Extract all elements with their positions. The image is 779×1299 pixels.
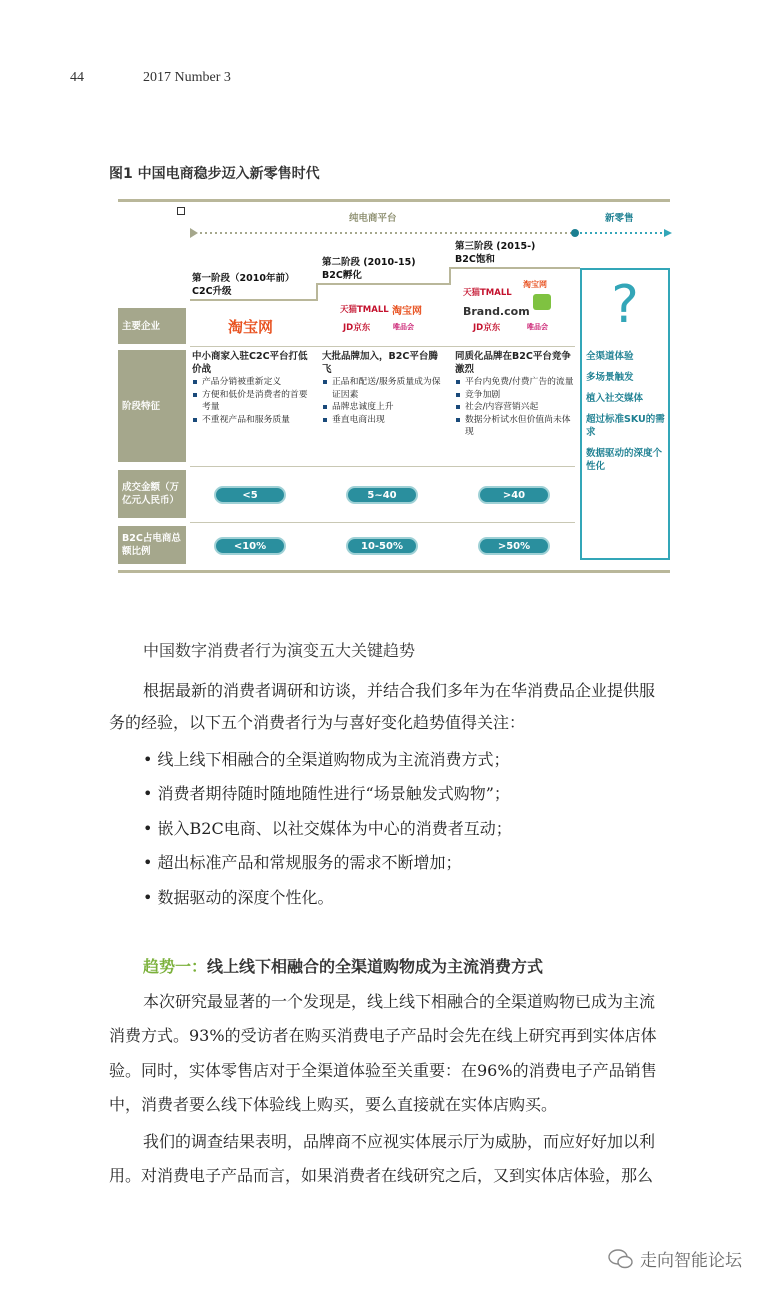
watermark-text: 走向智能论坛 bbox=[640, 1251, 742, 1271]
feature-item: 方便和低价是消费者的首要考量 bbox=[192, 389, 312, 414]
stage-3-sub: B2C饱和 bbox=[455, 254, 495, 265]
trend-heading-highlight: 趋势一： bbox=[143, 957, 208, 976]
brand-logo: Brand.com bbox=[463, 305, 530, 318]
paragraph-line: 本次研究最显著的一个发现是，线上线下相融合的全渠道购物已成为主流 bbox=[143, 992, 656, 1011]
new-retail-item: 超过标准SKU的需求 bbox=[586, 414, 665, 438]
paragraph-line: 用。对消费电子产品而言，如果消费者在线研究之后，又到实体店体验，那么 bbox=[109, 1166, 654, 1185]
new-retail-list bbox=[586, 350, 668, 473]
taobao-logo: 淘宝网 bbox=[228, 318, 274, 336]
new-retail-item: 数据驱动的深度个性化 bbox=[586, 448, 663, 472]
row-label-gmv: 成交金额（万亿元人民币） bbox=[118, 470, 186, 518]
row-label-features: 阶段特征 bbox=[118, 350, 186, 462]
gmv-pill-stage-2: 5~40 bbox=[346, 486, 418, 504]
vip-logo: 唯品会 bbox=[527, 323, 548, 331]
features-stage-2 bbox=[322, 351, 444, 426]
row-label-companies: 主要企业 bbox=[118, 308, 186, 344]
cart-icon bbox=[533, 294, 551, 310]
timeline-pure-label: 纯电商平台 bbox=[349, 213, 397, 224]
features-stage-3 bbox=[455, 351, 575, 439]
jd-logo: JD京东 bbox=[343, 323, 371, 333]
stage-2-name: 第二阶段 (2010-15) bbox=[322, 257, 416, 268]
features-lead: 中小商家入驻C2C平台打低价战 bbox=[192, 351, 308, 375]
stage-3 bbox=[455, 240, 575, 266]
new-retail-item: 全渠道体验 bbox=[586, 351, 634, 362]
stage-1-sub: C2C升级 bbox=[192, 286, 232, 297]
stage-1-name: 第一阶段（2010年前） bbox=[192, 273, 295, 284]
wechat-icon bbox=[608, 1248, 634, 1270]
gmv-pill-stage-1: <5 bbox=[214, 486, 286, 504]
figure-top-rule bbox=[118, 199, 670, 202]
row-divider bbox=[190, 522, 575, 523]
tmall-logo: 天猫TMALL bbox=[463, 288, 512, 298]
taobao-logo-small: 淘宝网 bbox=[392, 306, 422, 317]
feature-item: 产品分销被重新定义 bbox=[192, 376, 312, 389]
question-mark-icon: ? bbox=[611, 275, 639, 335]
page-number: 44 bbox=[70, 70, 84, 85]
feature-item: 正品和配送/服务质量成为保证因素 bbox=[322, 376, 444, 401]
bullet-item: • 数据驱动的深度个性化。 bbox=[143, 888, 334, 907]
bullet-item: • 超出标准产品和常规服务的需求不断增加； bbox=[143, 853, 462, 872]
tmall-logo: 天猫TMALL bbox=[340, 305, 389, 315]
trend-heading-text: 线上线下相融合的全渠道购物成为主流消费方式 bbox=[207, 957, 544, 976]
feature-item: 数据分析试水但价值尚未体现 bbox=[455, 414, 575, 439]
figure-title: 图1 中国电商稳步迈入新零售时代 bbox=[109, 166, 320, 182]
feature-item: 垂直电商出现 bbox=[322, 414, 444, 427]
features-stage-1 bbox=[192, 351, 312, 426]
timeline-pure-arrow bbox=[190, 223, 575, 233]
features-lead: 同质化品牌在B2C平台竞争激烈 bbox=[455, 351, 571, 375]
paragraph-line: 务的经验，以下五个消费者行为与喜好变化趋势值得关注： bbox=[109, 713, 526, 732]
legend-square-icon bbox=[177, 207, 185, 215]
feature-item: 平台内免费/付费广告的流量 bbox=[455, 376, 575, 389]
watermark bbox=[608, 1246, 742, 1271]
taobao-logo-small: 淘宝网 bbox=[523, 280, 547, 289]
paragraph-line: 中，消费者要么线下体验线上购买，要么直接就在实体店购买。 bbox=[109, 1095, 558, 1114]
paragraph-line: 验。同时，实体零售店对于全渠道体验至关重要：在96%的消费电子产品销售 bbox=[109, 1061, 657, 1080]
bullet-item: • 线上线下相融合的全渠道购物成为主流消费方式； bbox=[143, 750, 510, 769]
stage-3-name: 第三阶段 (2015-) bbox=[455, 241, 536, 252]
stage-2-sub: B2C孵化 bbox=[322, 270, 362, 281]
paragraph-line: 消费方式。93%的受访者在购买消费电子产品时会先在线上研究再到实体店体 bbox=[109, 1026, 657, 1045]
stage-2 bbox=[322, 256, 452, 282]
row-label-share: B2C占电商总额比例 bbox=[118, 526, 186, 564]
bullet-item: • 嵌入B2C电商、以社交媒体为中心的消费者互动； bbox=[143, 819, 512, 838]
row-divider bbox=[190, 346, 575, 347]
section-heading: 中国数字消费者行为演变五大关键趋势 bbox=[143, 641, 416, 660]
jd-logo: JD京东 bbox=[473, 323, 501, 333]
features-lead: 大批品牌加入，B2C平台腾飞 bbox=[322, 351, 438, 375]
row-divider bbox=[190, 466, 575, 467]
paragraph-line: 我们的调查结果表明，品牌商不应视实体展示厅为威胁，而应好好加以利 bbox=[143, 1132, 656, 1151]
bullet-item: • 消费者期待随时随地随性进行“场景触发式购物”； bbox=[143, 784, 510, 803]
timeline-new-arrow bbox=[570, 223, 672, 233]
timeline-new-label: 新零售 bbox=[605, 213, 634, 224]
new-retail-item: 多场景触发 bbox=[586, 372, 634, 383]
paragraph-line: 根据最新的消费者调研和访谈，并结合我们多年为在华消费品企业提供服 bbox=[143, 681, 656, 700]
share-pill-stage-2: 10-50% bbox=[346, 537, 418, 555]
vip-logo: 唯品会 bbox=[393, 323, 414, 331]
gmv-pill-stage-3: >40 bbox=[478, 486, 550, 504]
stage-1 bbox=[192, 272, 317, 298]
feature-item: 竞争加剧 bbox=[455, 389, 575, 402]
feature-item: 社会/内容营销兴起 bbox=[455, 401, 575, 414]
feature-item: 品牌忠诚度上升 bbox=[322, 401, 444, 414]
trend-heading bbox=[143, 954, 543, 977]
share-pill-stage-1: <10% bbox=[214, 537, 286, 555]
issue-label: 2017 Number 3 bbox=[143, 70, 231, 85]
share-pill-stage-3: >50% bbox=[478, 537, 550, 555]
figure-bottom-rule bbox=[118, 570, 670, 573]
feature-item: 不重视产品和服务质量 bbox=[192, 414, 312, 427]
new-retail-item: 植入社交媒体 bbox=[586, 393, 644, 404]
